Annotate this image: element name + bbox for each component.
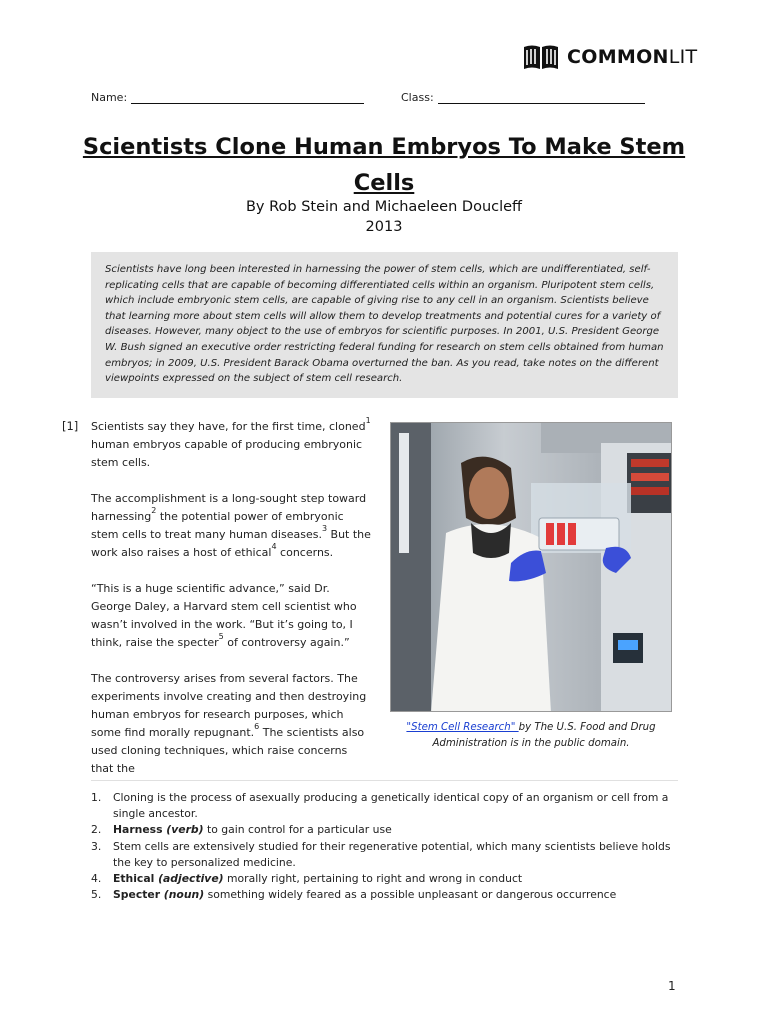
footnotes-list	[91, 790, 678, 903]
footnote-ref-3[interactable]: 3	[321, 524, 328, 533]
page-number: 1	[668, 979, 676, 993]
byline: By Rob Stein and Michaeleen Doucleff	[245, 199, 523, 215]
footnote-item: 4. Ethical (adjective) morally right, pertaining to right and wrong in conduct	[91, 872, 523, 886]
caption-link[interactable]: "Stem Cell Research"	[406, 722, 519, 733]
paragraph-number: [1]	[62, 419, 79, 433]
publication-year: 2013	[365, 219, 403, 235]
footnote-item: 2. Harness (verb) to gain control for a particular use	[91, 823, 392, 837]
title-line-2: Cells	[353, 170, 415, 196]
class-input-line[interactable]	[438, 91, 645, 104]
caption-credit: by The U.S. Food and Drug Administration is in the public domain.	[432, 722, 656, 749]
paragraph-1: Scientists say they have, for the first time, cloned$^1$ human embryos capable of producing embryonic stem cells.	[91, 416, 371, 469]
footnote-ref-4[interactable]: 4	[271, 542, 277, 551]
class-label: Class:	[401, 91, 434, 104]
name-label: Name:	[91, 91, 128, 104]
footnote-ref-1[interactable]: 1	[365, 416, 371, 425]
logo-text: COMMONLIT	[567, 46, 698, 68]
footnote-ref-2[interactable]: 2	[151, 506, 157, 515]
intro-summary: Scientists have long been interested in harnessing the power of stem cells, which are undifferentiated, self-replicating cells that are capable of becoming differentiated cells within an organism. Pluripotent stem cells, which include embryonic stem cells, are capable of giving rise to any cell in an organism. Scientists believe that learning more about stem cells will allow them to develop treatments and potential cures for a variety of diseases. However, many object to the use of embryos for scientific purposes. In 2001, U.S. President George W. Bush signed an executive order restricting federal funding for research on stem cells obtained from human embryos; in 2009, U.S. President Barack Obama overturned the ban. As you read, take notes on the different viewpoints expressed on the subject of stem cell research.	[91, 252, 678, 398]
footnote-ref-5[interactable]: 5	[218, 632, 224, 641]
photo-caption	[390, 720, 672, 751]
commonlit-logo	[522, 42, 697, 72]
class-field	[401, 91, 645, 104]
footnote-item: 1. Cloning is the process of asexually producing a genetically identical copy of an organism or cell from a single ancestor.	[91, 791, 669, 821]
paragraph-3: “This is a huge scientific advance,” said Dr. George Daley, a Harvard stem cell scientist who wasn’t involved in the work. “But it’s going to, I think, raise the specter$^5$ of controversy again.”	[91, 582, 357, 649]
paragraph-2: The accomplishment is a long-sought step toward harnessing$^2$ the potential power of embryonic stem cells to treat many human diseases.$^3$ But the work also raises a host of ethical$^4$ concerns.	[91, 492, 371, 559]
footnote-ref-6[interactable]: 6	[254, 722, 260, 731]
footnote-item: 5. Specter (noun) something widely feared as a possible unpleasant or dangerous occurrence	[91, 888, 617, 902]
article-body	[91, 418, 372, 796]
title-line-1: Scientists Clone Human Embryos To Make Stem	[82, 134, 686, 160]
stem-cell-research-photo	[390, 422, 672, 712]
paragraph-4: The controversy arises from several factors. The experiments involve creating and then destroying human embryos for research purposes, which some find morally repugnant.$^6$ The scientists also used cloning techniques, which raise concerns that the	[91, 672, 367, 775]
article-title	[60, 129, 708, 201]
footnote-item: 3. Stem cells are extensively studied for their regenerative potential, which many scientists believe holds the key to personalized medicine.	[91, 839, 671, 869]
name-field	[91, 91, 364, 104]
footnote-divider	[91, 780, 678, 781]
name-input-line[interactable]	[131, 91, 364, 104]
open-book-icon	[522, 42, 560, 72]
